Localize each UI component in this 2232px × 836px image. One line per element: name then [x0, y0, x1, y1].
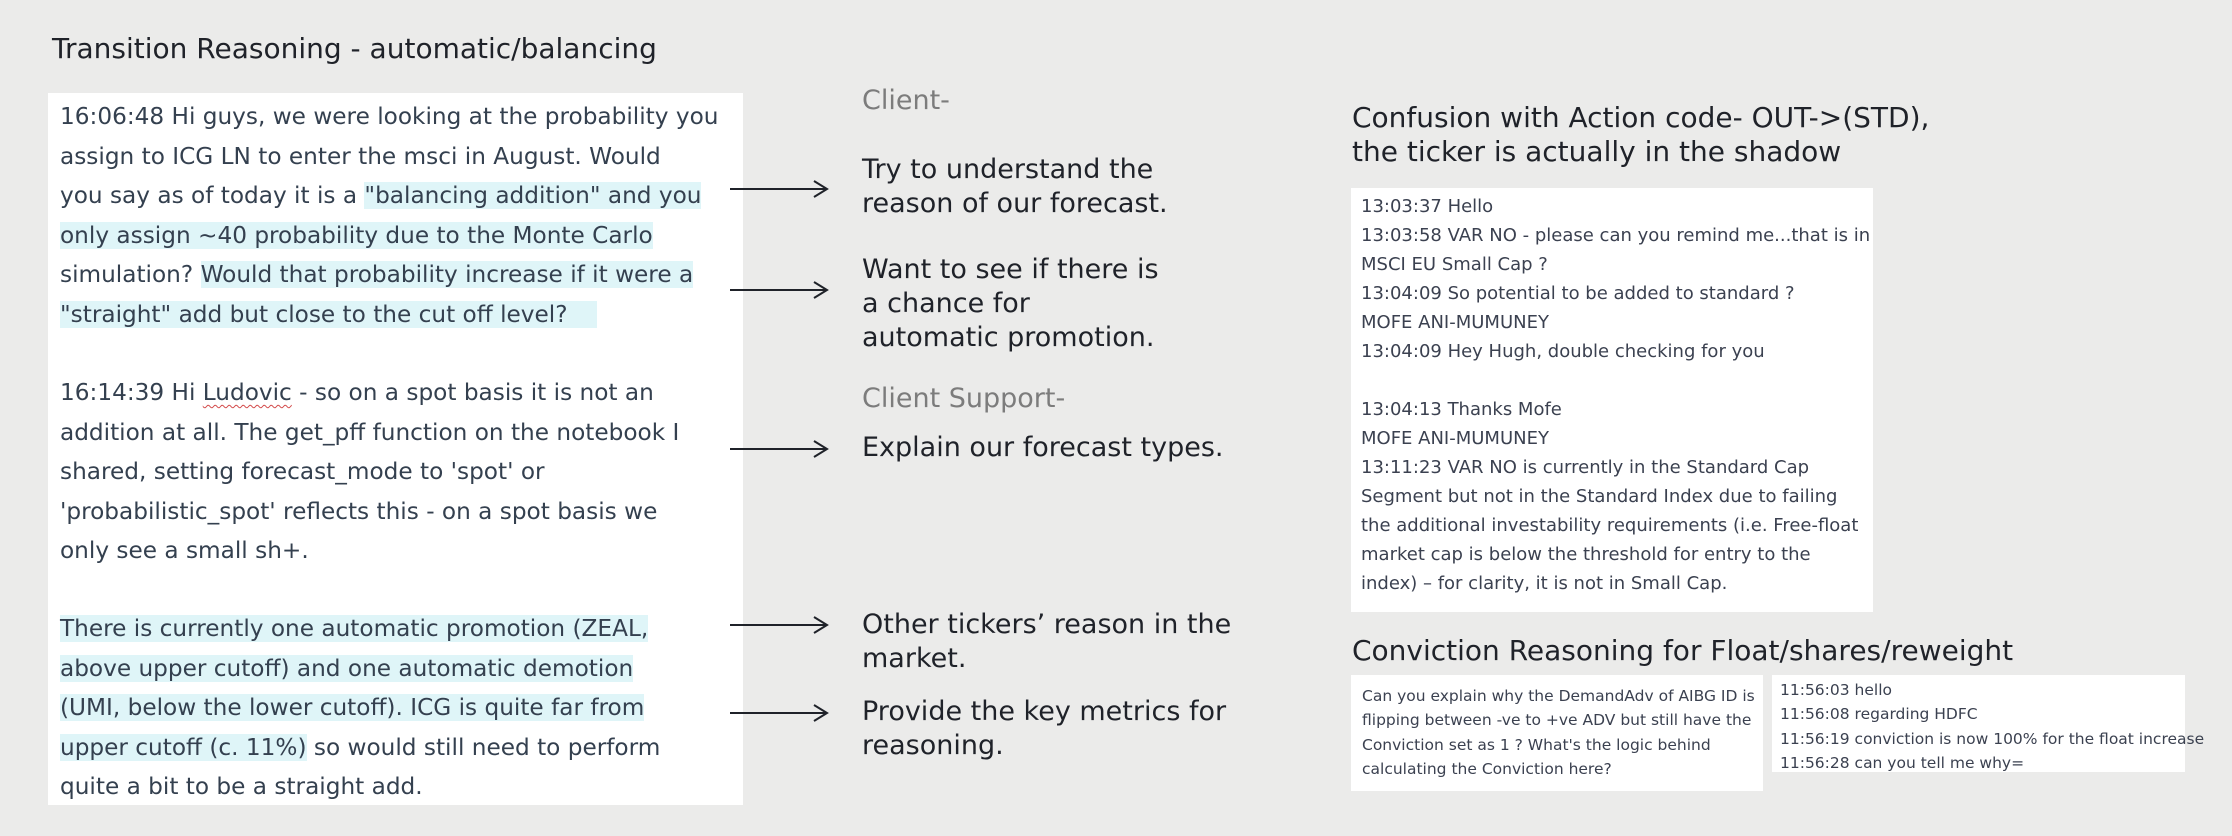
conviction-section-title: Conviction Reasoning for Float/shares/reweight: [1352, 634, 2014, 667]
chat-line: 11:56:08 regarding HDFC: [1780, 705, 1978, 724]
chat-line: shared, setting forecast_mode to 'spot' or: [60, 458, 545, 486]
chat-line: 13:04:09 So potential to be added to standard ?: [1361, 283, 1795, 304]
item-line: automatic promotion.: [862, 322, 1155, 353]
item-line: Try to understand the: [862, 154, 1154, 185]
confusion-chat-messages: [1361, 192, 1870, 598]
chat-line: quite a bit to be a straight add.: [60, 773, 423, 801]
chat-line: 16:06:48 Hi guys, we were looking at the probability you: [60, 103, 719, 130]
chat-line: upper cutoff (c. 11%) so would still need to perform: [60, 733, 661, 761]
chat-line: 11:56:28 can you tell me why=: [1780, 753, 2025, 772]
chat-line: 11:56:03 hello: [1780, 681, 1892, 699]
chat-spacer: [1361, 366, 1870, 395]
arrow-right-icon: [730, 615, 830, 639]
chat-line: 13:03:37 Hello: [1361, 196, 1494, 217]
arrow-right-icon: [730, 439, 830, 463]
chat-paragraph-1: [60, 97, 740, 335]
client-support-heading: Client Support-: [862, 383, 1066, 414]
title-line: the ticker is actually in the shadow: [1352, 135, 1842, 168]
chat-line: 'probabilistic_spot' reflects this - on a spot basis we: [60, 497, 658, 525]
chat-line: assign to ICG LN to enter the msci in August. Would: [60, 142, 661, 170]
item-line: Want to see if there is: [862, 254, 1159, 285]
arrow-right-icon: [730, 280, 830, 304]
item-line: Provide the key metrics for: [862, 696, 1227, 727]
chat-line: 13:04:09 Hey Hugh, double checking for you: [1361, 341, 1765, 362]
item-line: reason of our forecast.: [862, 188, 1168, 219]
chat-line: MSCI EU Small Cap ?: [1361, 254, 1548, 275]
title-line: Confusion with Action code- OUT->(STD),: [1352, 101, 1930, 134]
chat-line: Can you explain why the DemandAdv of AIBG ID is: [1362, 687, 1755, 705]
item-line: Explain our forecast types.: [862, 432, 1224, 463]
chat-line: 11:56:19 conviction is now 100% for the float increase: [1780, 729, 2205, 748]
chat-line: There is currently one automatic promotion (ZEAL,: [60, 615, 649, 642]
conviction-question-text: [1362, 684, 1755, 781]
item-line: a chance for: [862, 288, 1030, 319]
chat-line: 13:11:23 VAR NO is currently in the Standard Cap: [1361, 457, 1810, 478]
chat-line: "straight" add but close to the cut off level?: [60, 300, 597, 328]
support-item-key-metrics: [862, 695, 1226, 763]
chat-line: MOFE ANI-MUMUNEY: [1361, 312, 1549, 333]
chat-line: addition at all. The get_pff function on the notebook I: [60, 418, 680, 446]
client-item-automatic-promotion: [862, 253, 1159, 355]
chat-line: calculating the Conviction here?: [1362, 759, 1612, 778]
chat-line: above upper cutoff) and one automatic demotion: [60, 654, 634, 682]
confusion-section-title: [1352, 101, 1929, 169]
client-item-understand-forecast: [862, 153, 1168, 221]
chat-line: 13:04:13 Thanks Mofe: [1361, 399, 1562, 420]
support-item-other-tickers: [862, 608, 1231, 676]
chat-line: only see a small sh+.: [60, 537, 309, 565]
page-title: Transition Reasoning - automatic/balancing: [52, 32, 657, 65]
chat-line: only assign ~40 probability due to the Monte Carlo: [60, 221, 653, 249]
support-item-forecast-types: [862, 431, 1223, 465]
chat-line: index) – for clarity, it is not in Small Cap.: [1361, 573, 1728, 594]
chat-line: Conviction set as 1 ? What's the logic behind: [1362, 735, 1711, 754]
client-heading: Client-: [862, 85, 950, 116]
arrow-right-icon: [730, 179, 830, 203]
chat-line: MOFE ANI-MUMUNEY: [1361, 428, 1549, 449]
chat-line: Segment but not in the Standard Index due to failing: [1361, 486, 1838, 507]
chat-line: (UMI, below the lower cutoff). ICG is quite far from: [60, 694, 645, 722]
chat-paragraph-2: [60, 373, 740, 571]
chat-line: 13:03:58 VAR NO - please can you remind me...that is in: [1361, 225, 1871, 246]
chat-line: flipping between -ve to +ve ADV but still have the: [1362, 711, 1752, 730]
chat-line: you say as of today it is a "balancing addition" and you: [60, 182, 702, 210]
item-line: market.: [862, 643, 967, 674]
chat-paragraph-3: [60, 609, 740, 807]
chat-line: 16:14:39 Hi Ludovic - so on a spot basis it is not an: [60, 379, 654, 406]
item-line: Other tickers’ reason in the: [862, 609, 1232, 640]
item-line: reasoning.: [862, 730, 1004, 761]
chat-line: simulation? Would that probability increase if it were a: [60, 261, 694, 289]
chat-line: market cap is below the threshold for entry to the: [1361, 544, 1811, 565]
hdfc-chat-messages: [1780, 678, 2204, 775]
arrow-right-icon: [730, 703, 830, 727]
chat-line: the additional investability requirements (i.e. Free-float: [1361, 515, 1859, 536]
